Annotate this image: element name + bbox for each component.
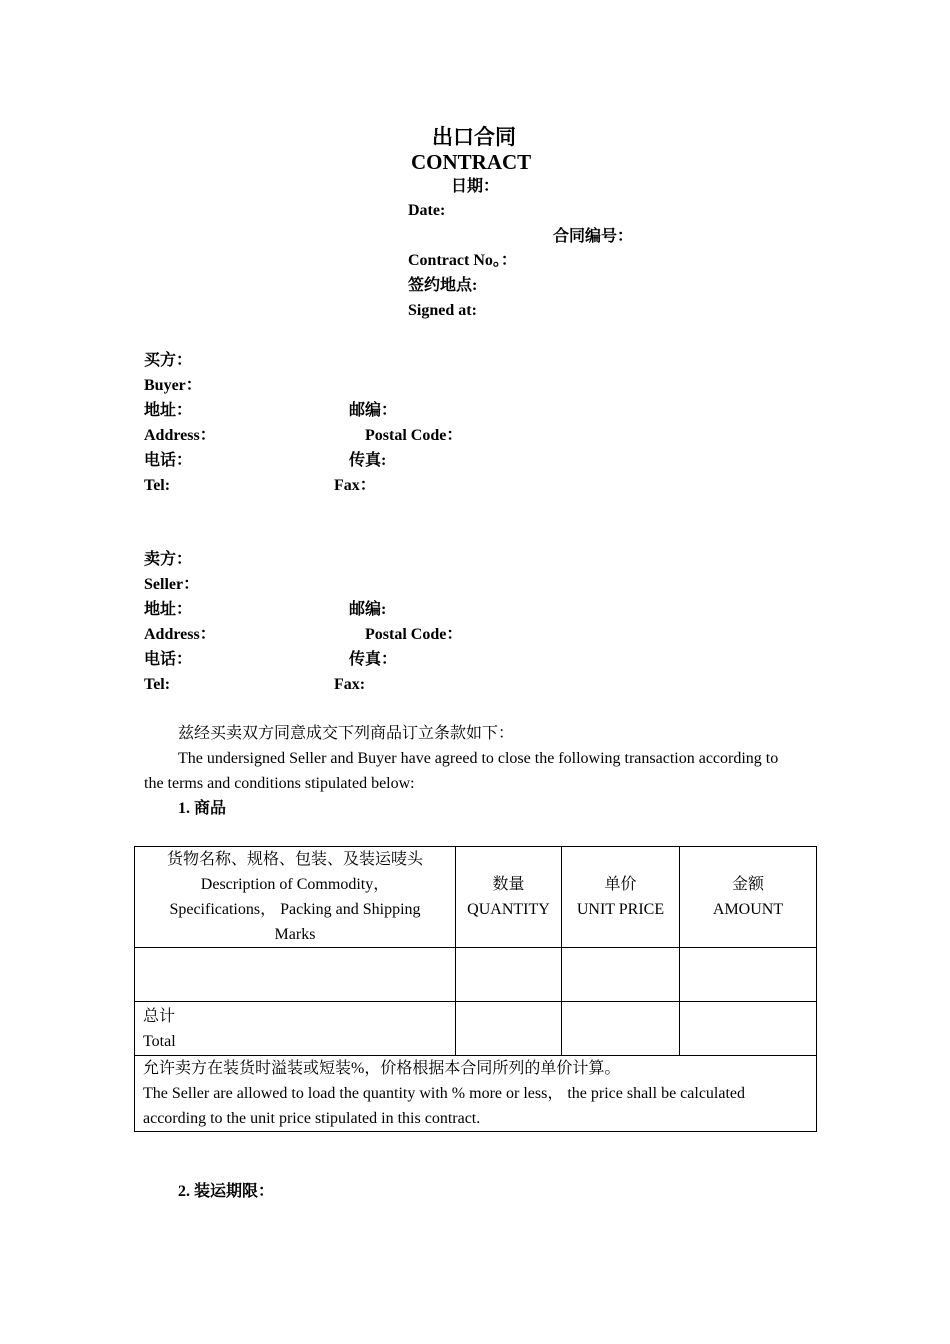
title-en: CONTRACT <box>411 150 532 174</box>
intro-en-line2: the terms and conditions stipulated below: <box>144 775 415 792</box>
signed-at-label-en: Signed at: <box>408 302 477 319</box>
buyer-address-label-en: Address： <box>144 427 216 444</box>
section2-heading: 2. 装运期限： <box>178 1183 275 1200</box>
seller-tel-label-en: Tel: <box>144 676 171 693</box>
seller-postal-label-cn: 邮编: <box>349 601 387 618</box>
buyer-tel-label-en: Tel: <box>144 477 171 494</box>
seller-address-label-en: Address： <box>144 626 216 643</box>
amount-header <box>680 847 817 948</box>
tolerance-note <box>135 1056 817 1132</box>
unit-price-header-en: UNIT PRICE <box>576 901 665 918</box>
tolerance-note-en-2: according to the unit price stipulated in this contract. <box>143 1110 481 1127</box>
amount-header-en: AMOUNT <box>712 901 784 918</box>
unit-price-header <box>562 847 680 948</box>
buyer-address-label-cn: 地址： <box>144 402 193 419</box>
amount-cell[interactable] <box>680 948 817 1002</box>
goods-header-row <box>135 847 817 948</box>
description-header-en-2: Specifications， Packing and Shipping <box>169 901 421 918</box>
intro-en-line1: The undersigned Seller and Buyer have agreed to close the following transaction according to <box>178 750 779 767</box>
buyer-postal-label-cn: 邮编： <box>349 402 398 419</box>
goods-note-row <box>135 1056 817 1132</box>
signed-at-label-cn: 签约地点: <box>408 277 478 294</box>
description-header-cn: 货物名称、规格、包装、及装运唛头 <box>166 851 423 868</box>
description-header <box>135 847 456 948</box>
seller-label-en: Seller： <box>144 576 200 593</box>
total-quantity-cell[interactable] <box>456 1002 562 1056</box>
quantity-cell[interactable] <box>456 948 562 1002</box>
section1-heading: 1. 商品 <box>178 800 227 817</box>
date-label-cn: 日期： <box>451 178 500 195</box>
date-label-en: Date: <box>408 202 446 219</box>
intro-cn: 兹经买卖双方同意成交下列商品订立条款如下： <box>178 725 515 742</box>
buyer-postal-label-en: Postal Code： <box>365 427 463 444</box>
seller-postal-label-en: Postal Code： <box>365 626 463 643</box>
total-amount-cell[interactable] <box>680 1002 817 1056</box>
description-header-en-3: Marks <box>274 926 316 943</box>
unit-price-cell[interactable] <box>562 948 680 1002</box>
quantity-header-cn: 数量 <box>492 876 525 893</box>
total-unit-price-cell[interactable] <box>562 1002 680 1056</box>
contract-no-label-en: Contract No。： <box>408 252 517 269</box>
buyer-label-en: Buyer： <box>144 377 202 394</box>
quantity-header-en: QUANTITY <box>467 901 550 918</box>
total-label-en: Total <box>143 1032 176 1050</box>
goods-table <box>134 846 817 1132</box>
seller-address-label-cn: 地址： <box>144 601 193 618</box>
description-header-en-1: Description of Commodity， <box>200 876 390 893</box>
seller-fax-label-cn: 传真： <box>349 651 398 668</box>
quantity-header <box>456 847 562 948</box>
tolerance-note-cn: 允许卖方在装货时溢装或短装%，价格根据本合同所列的单价计算。 <box>143 1060 621 1077</box>
seller-label-cn: 卖方： <box>144 551 193 568</box>
buyer-tel-label-cn: 电话： <box>144 452 193 469</box>
description-cell[interactable] <box>135 948 456 1002</box>
tolerance-note-en-1: The Seller are allowed to load the quantity with % more or less， the price shall be calculated <box>143 1085 746 1102</box>
buyer-label-cn: 买方： <box>144 352 193 369</box>
unit-price-header-cn: 单价 <box>604 876 637 893</box>
goods-total-row <box>135 1002 817 1056</box>
seller-fax-label-en: Fax: <box>334 676 366 693</box>
contract-no-label-cn: 合同编号： <box>553 228 634 245</box>
amount-header-cn: 金额 <box>731 876 764 893</box>
title-cn: 出口合同 <box>432 125 516 149</box>
total-label <box>135 1002 456 1056</box>
seller-tel-label-cn: 电话： <box>144 651 193 668</box>
total-label-cn: 总计 <box>143 1007 176 1025</box>
buyer-fax-label-en: Fax： <box>334 477 376 494</box>
goods-item-row <box>135 948 817 1002</box>
buyer-fax-label-cn: 传真: <box>349 452 387 469</box>
